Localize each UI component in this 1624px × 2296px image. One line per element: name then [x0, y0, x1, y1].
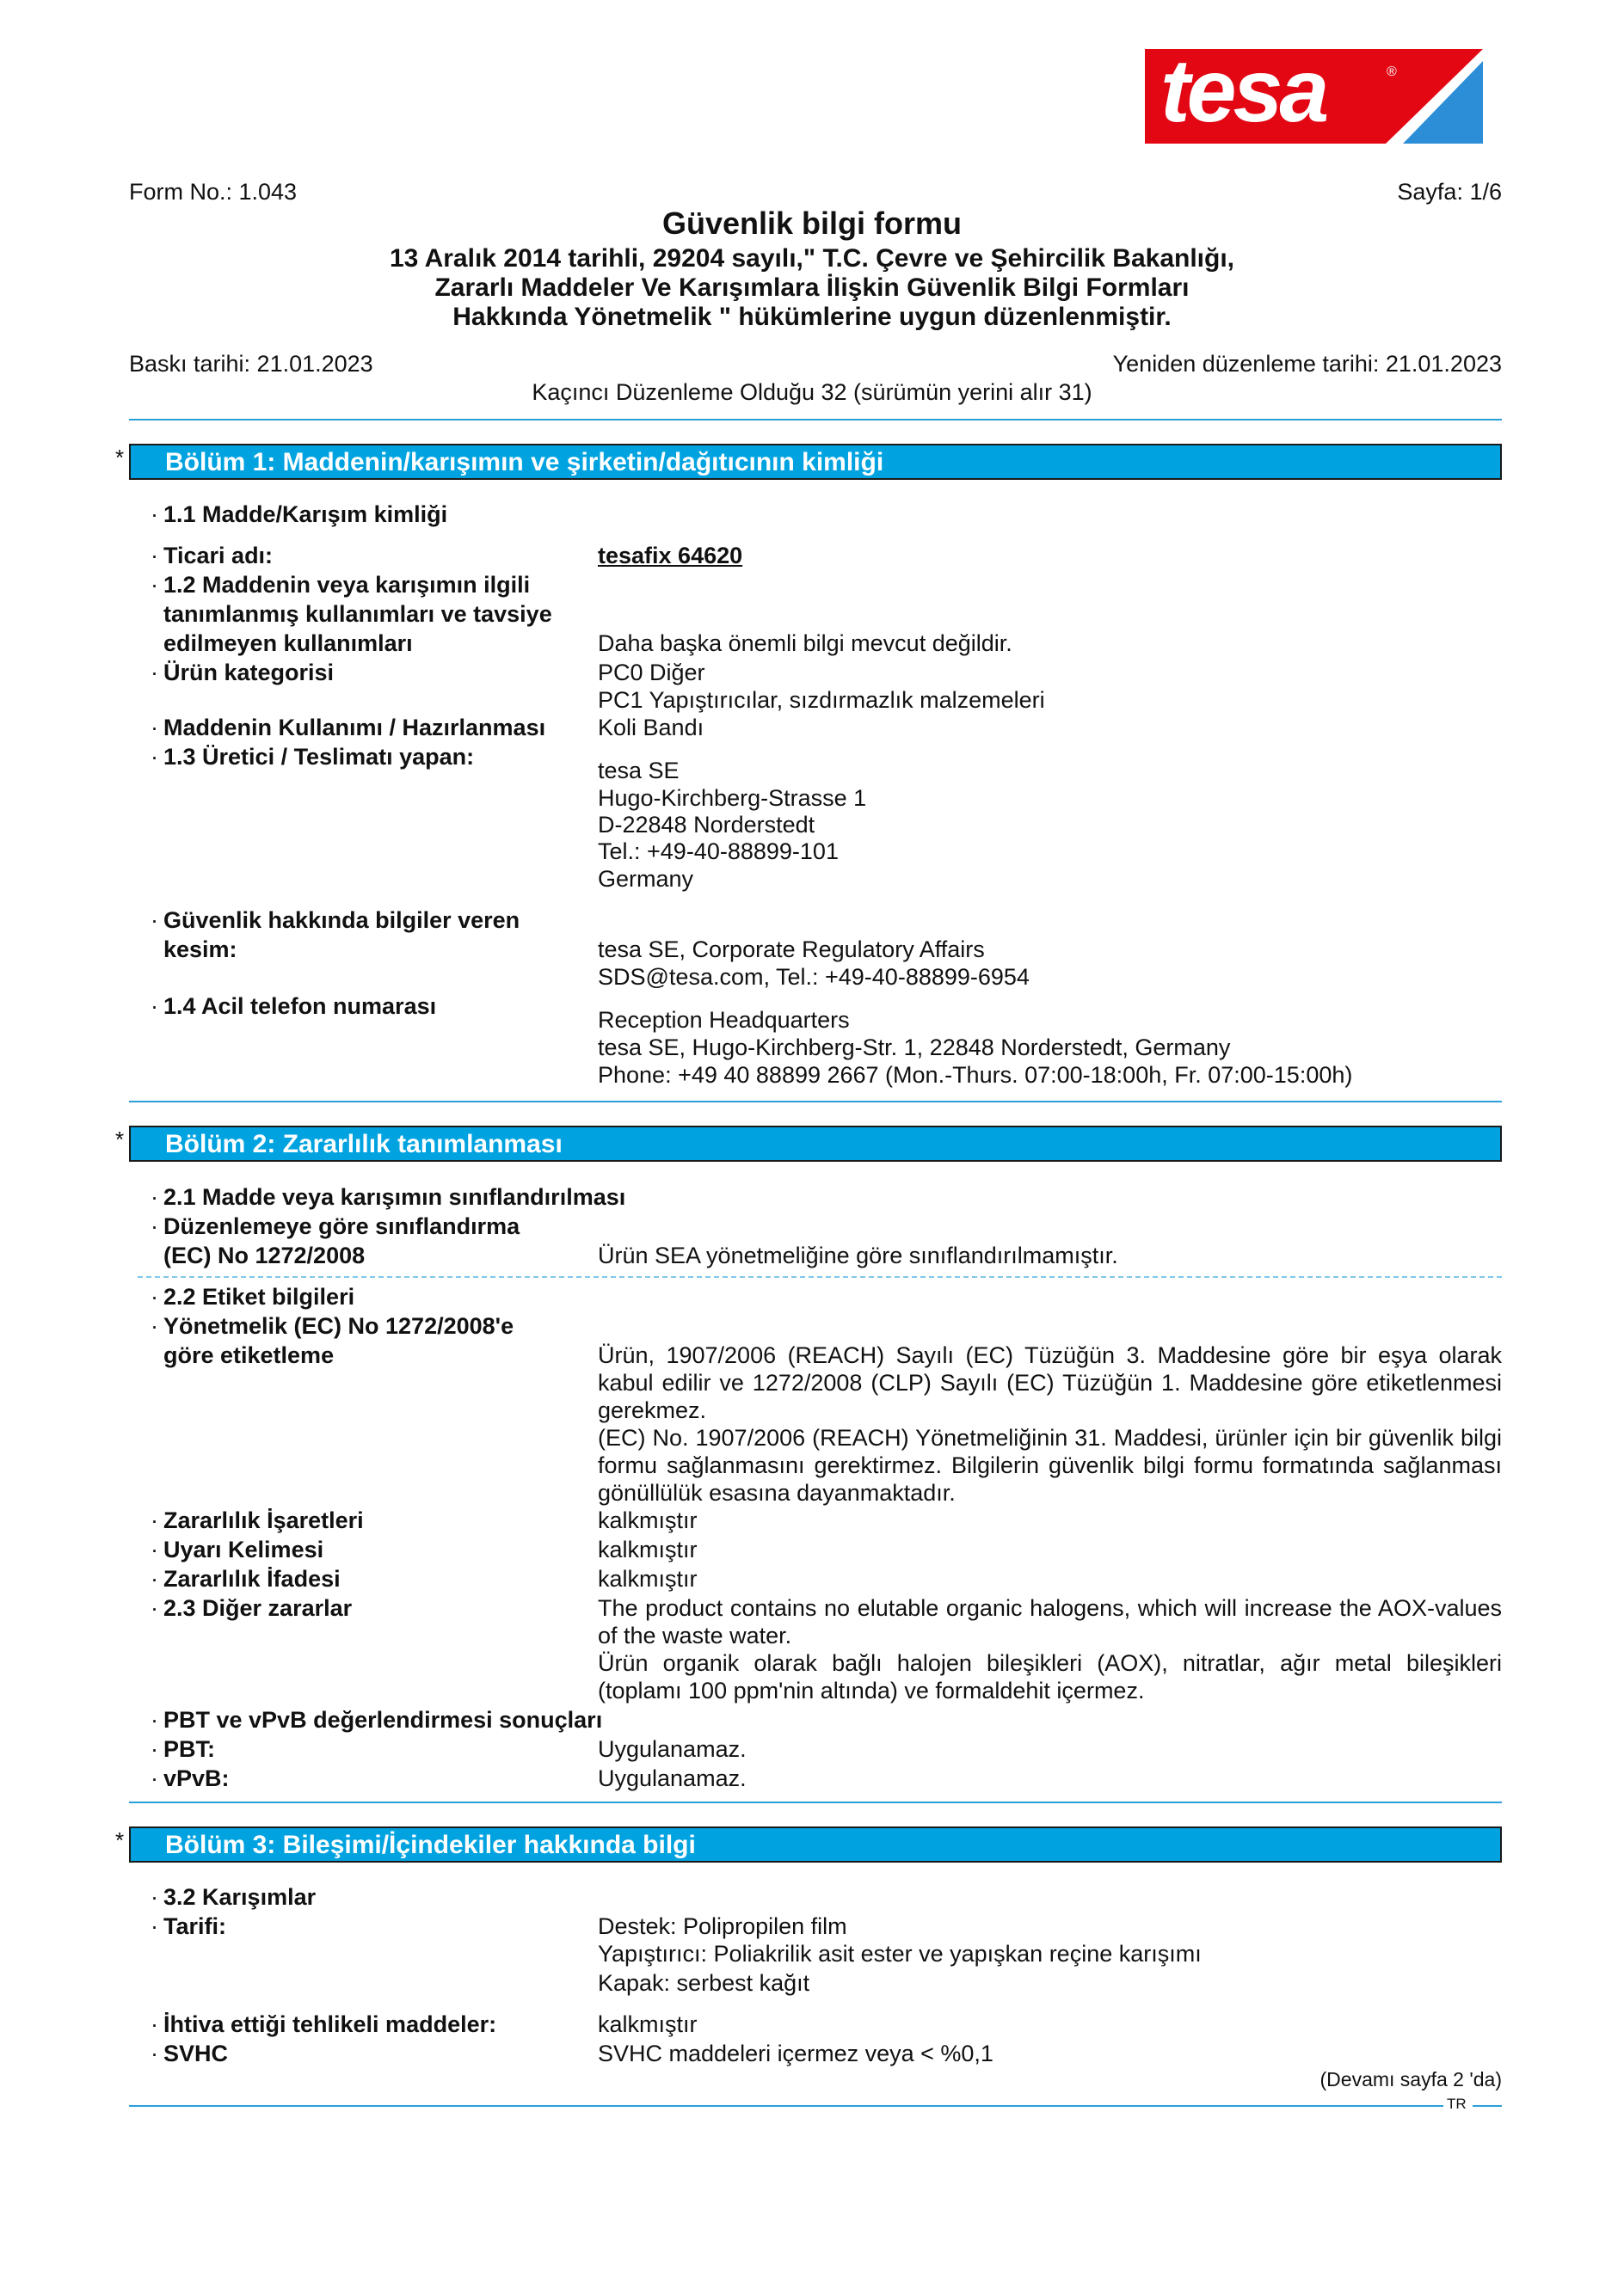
registered-mark: ®: [1387, 64, 1397, 79]
description-line-3: Kapak: serbest kağıt: [598, 1970, 810, 1996]
regulation-line-2: Zararlı Maddeler Ve Karışımlara İlişkin Güvenlik Bilgi Formları: [434, 273, 1190, 302]
pictograms-label: Zararlılık İşaretleri: [163, 1507, 364, 1533]
description-line-1: Destek: Polipropilen film: [598, 1913, 847, 1939]
other-hazards-label: 2.3 Diğer zararlar: [163, 1595, 353, 1621]
emergency-line-2: tesa SE, Hugo-Kirchberg-Str. 1, 22848 Norderstedt, Germany: [598, 1034, 1231, 1060]
tesa-logo: [1145, 41, 1483, 144]
pbt-label: PBT:: [163, 1736, 215, 1762]
form-number: Form No.: 1.043: [129, 179, 298, 205]
hazard-statement-label: Zararlılık İfadesi: [163, 1566, 341, 1592]
hazardous-components-value: kalkmıştır: [598, 2011, 698, 2037]
document-title: Güvenlik bilgi formu: [661, 206, 963, 241]
logo-text: tesa: [1160, 41, 1326, 141]
svhc-value: SVHC maddeleri içermez veya < %0,1: [598, 2041, 993, 2066]
description-label: Tarifi:: [163, 1913, 226, 1939]
uses-label-1: 1.2 Maddenin veya karışımın ilgili: [163, 572, 531, 598]
info-label-2: kesim:: [163, 936, 237, 962]
section-1-title: Bölüm 1: Maddenin/karışımın ve şirketin/dağıtıcının kimliği: [165, 448, 884, 476]
supplier-line-1: tesa SE: [598, 758, 680, 783]
s21-heading: 2.1 Madde veya karışımın sınıflandırılması: [163, 1184, 626, 1210]
supplier-line-3: D-22848 Norderstedt: [598, 812, 815, 838]
s11-heading: 1.1 Madde/Karışım kimliği: [163, 501, 448, 527]
continued-note: (Devamı sayfa 2 'da): [1320, 2068, 1502, 2090]
labelling-paragraph-1: Ürün, 1907/2006 (REACH) Sayılı (EC) Tüzüğün 3. Maddesine göre bir eşya olarak kabul edilir ve 1272/2008 (CLP) Sayılı (EC) Tüzüğün 1. Maddesine göre etiketlenmesi gerekmez.: [598, 1342, 1502, 1423]
revision-marker: *: [115, 1127, 125, 1152]
uses-value: Daha başka önemli bilgi mevcut değildir.: [598, 630, 1012, 656]
hazardous-components-label: İhtiva ettiği tehlikeli maddeler:: [163, 2011, 497, 2037]
vpvb-label: vPvB:: [163, 1765, 230, 1791]
regulation-line-1: 13 Aralık 2014 tarihli, 29204 sayılı," T.C. Çevre ve Şehircilik Bakanlığı,: [390, 244, 1234, 273]
divider: [129, 419, 1502, 421]
other-hazards-paragraph-1: The product contains no elutable organic halogens, which will increase the AOX-values of the waste water.: [598, 1595, 1502, 1648]
usage-label: Maddenin Kullanımı / Hazırlanması: [163, 715, 546, 740]
language-code: TR: [1447, 2096, 1467, 2112]
signal-word-value: kalkmıştır: [598, 1537, 698, 1562]
footer-divider-right: [1473, 2105, 1502, 2107]
labelling-label-1: Yönetmelik (EC) No 1272/2008'e: [163, 1313, 514, 1339]
supplier-line-4: Tel.: +49-40-88899-101: [598, 838, 839, 864]
trade-name-value: tesafix 64620: [598, 543, 743, 568]
emergency-line-3: Phone: +49 40 88899 2667 (Mon.-Thurs. 07:00-18:00h, Fr. 07:00-15:00h): [598, 1062, 1353, 1088]
pbt-value: Uygulanamaz.: [598, 1736, 747, 1762]
emergency-label: 1.4 Acil telefon numarası: [163, 993, 437, 1019]
category-value-1: PC0 Diğer: [598, 660, 705, 685]
category-value-2: PC1 Yapıştırıcılar, sızdırmazlık malzemeleri: [598, 687, 1045, 713]
uses-label-2: tanımlanmış kullanımları ve tavsiye: [163, 601, 552, 627]
supplier-line-2: Hugo-Kirchberg-Strasse 1: [598, 785, 867, 811]
usage-value: Koli Bandı: [598, 715, 704, 740]
section-3-title: Bölüm 3: Bileşimi/İçindekiler hakkında bilgi: [165, 1831, 696, 1859]
s22-heading: 2.2 Etiket bilgileri: [163, 1284, 355, 1310]
pictograms-value: kalkmıştır: [598, 1507, 698, 1533]
hazard-statement-value: kalkmıştır: [598, 1566, 698, 1592]
category-label: Ürün kategorisi: [163, 660, 335, 685]
version-info: Kaçıncı Düzenleme Olduğu 32 (sürümün yerini alır 31): [532, 379, 1092, 405]
uses-label-3: edilmeyen kullanımları: [163, 630, 413, 656]
classification-label-2: (EC) No 1272/2008: [163, 1243, 366, 1268]
emergency-line-1: Reception Headquarters: [598, 1007, 850, 1033]
page-number: Sayfa: 1/6: [1397, 179, 1502, 205]
divider: [129, 1101, 1502, 1102]
labelling-label-2: göre etiketleme: [163, 1342, 335, 1368]
section-3-header: [129, 1826, 1502, 1863]
trade-name-label: Ticari adı:: [163, 543, 274, 568]
regulation-line-3: Hakkında Yönetmelik " hükümlerine uygun düzenlenmiştir.: [452, 303, 1172, 331]
classification-value: Ürün SEA yönetmeliğine göre sınıflandırılmamıştır.: [598, 1243, 1118, 1268]
other-hazards-paragraph-2: Ürün organik olarak bağlı halojen bileşikleri (AOX), nitratlar, ağır metal bileşikleri (toplamı 100 ppm'nin altında) ve formaldehit içermez.: [598, 1650, 1502, 1704]
supplier-line-5: Germany: [598, 866, 694, 892]
info-label-1: Güvenlik hakkında bilgiler veren: [163, 907, 520, 933]
vpvb-value: Uygulanamaz.: [598, 1765, 747, 1791]
description-line-2: Yapıştırıcı: Poliakrilik asit ester ve yapışkan reçine karışımı: [598, 1941, 1202, 1967]
print-date: Baskı tarihi: 21.01.2023: [129, 351, 373, 377]
dashed-divider: [138, 1276, 1502, 1278]
info-line-2: SDS@tesa.com, Tel.: +49-40-88899-6954: [598, 964, 1030, 990]
classification-label-1: Düzenlemeye göre sınıflandırma: [163, 1213, 520, 1239]
supplier-label: 1.3 Üretici / Teslimatı yapan:: [163, 744, 475, 770]
info-line-1: tesa SE, Corporate Regulatory Affairs: [598, 936, 985, 962]
s32-heading: 3.2 Karışımlar: [163, 1884, 317, 1910]
revision-marker: *: [115, 445, 125, 470]
footer-divider-left: [129, 2105, 1443, 2107]
svhc-label: SVHC: [163, 2041, 229, 2066]
pbt-heading: PBT ve vPvB değerlendirmesi sonuçları: [163, 1707, 603, 1733]
revision-date: Yeniden düzenleme tarihi: 21.01.2023: [1112, 351, 1502, 377]
revision-marker: *: [115, 1827, 125, 1853]
divider: [129, 1802, 1502, 1803]
section-1-header: [129, 444, 1502, 480]
section-2-title: Bölüm 2: Zararlılık tanımlanması: [165, 1130, 563, 1158]
section-2-header: [129, 1126, 1502, 1162]
labelling-paragraph-2: (EC) No. 1907/2006 (REACH) Yönetmeliğinin 31. Maddesi, ürünler için bir güvenlik bilgi formu sağlanmasını gerektirmez. Bilgilerin güvenlik bilgi formu formatında sağlanması gönüllülük esasına dayanmaktadır.: [598, 1425, 1502, 1506]
signal-word-label: Uyarı Kelimesi: [163, 1537, 324, 1562]
